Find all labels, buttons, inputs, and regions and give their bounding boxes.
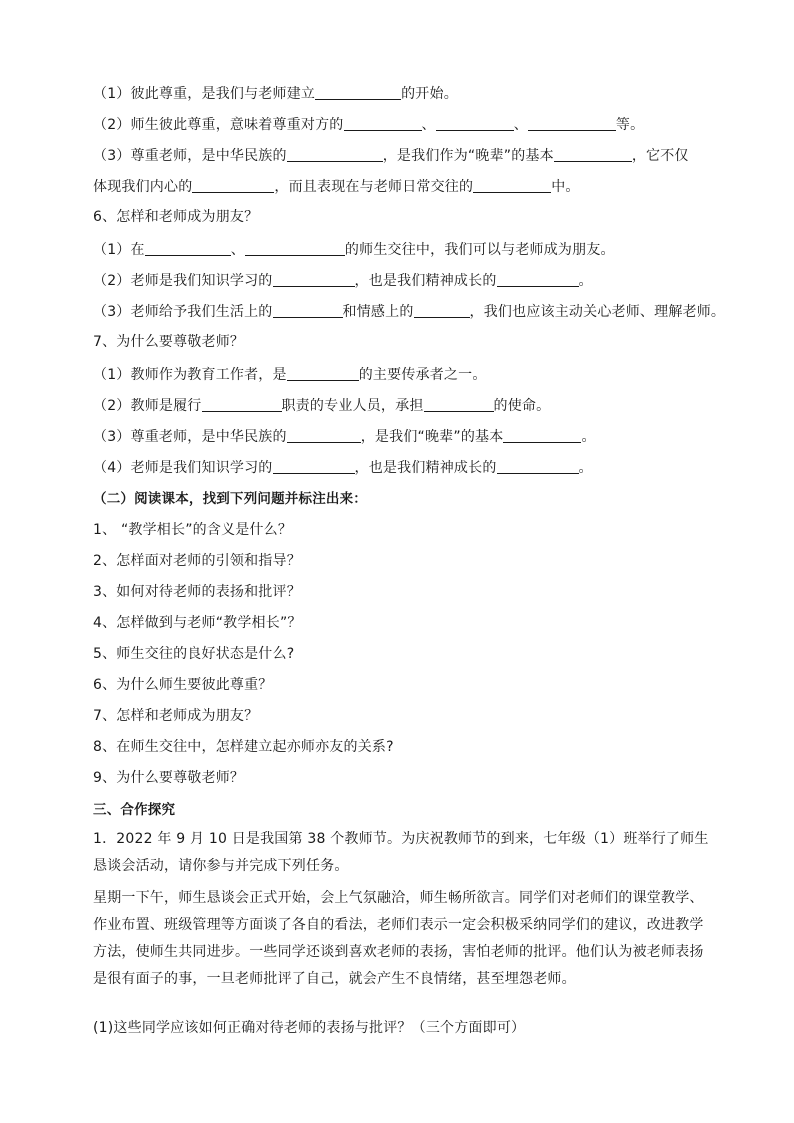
- answer-blank[interactable]: [554, 147, 632, 162]
- line-text: 职责的专业人员，承担: [281, 398, 424, 414]
- answer-blank[interactable]: [473, 178, 551, 193]
- line-text: 等。: [615, 117, 645, 133]
- line-text: ，也是我们精神成长的: [354, 273, 497, 289]
- line-text: ，是我们“晚辈”的基本: [360, 429, 504, 445]
- answer-blank[interactable]: [315, 85, 401, 100]
- line-text: （3）尊重老师，是中华民族的: [93, 429, 287, 445]
- answer-blank[interactable]: [503, 428, 581, 443]
- line-text: 和情感上的: [342, 304, 414, 320]
- fill-in-line: [93, 116, 713, 133]
- fill-in-line: [93, 428, 713, 445]
- answer-blank[interactable]: [497, 272, 579, 287]
- line-text: ，也是我们精神成长的: [354, 460, 497, 476]
- answer-blank[interactable]: [344, 116, 422, 131]
- fill-in-line: [93, 366, 713, 383]
- line-text: （3）尊重老师，是中华民族的: [93, 148, 287, 164]
- answer-blank[interactable]: [436, 116, 514, 131]
- section-3-question-1: (1)这些同学应该如何正确对待老师的表扬与批评？（三个方面即可）: [93, 1020, 526, 1036]
- line-text: 、: [230, 242, 245, 258]
- line-text: ，而且表现在与老师日常交往的: [274, 179, 474, 195]
- fill-in-line: [93, 397, 713, 414]
- answer-blank[interactable]: [528, 116, 616, 131]
- line-text: 。: [578, 460, 593, 476]
- answer-blank[interactable]: [192, 178, 274, 193]
- answer-blank[interactable]: [273, 459, 355, 474]
- line-text: （2）师生彼此尊重，意味着尊重对方的: [93, 117, 344, 133]
- section-3-intro: 1．2022 年 9 月 10 日是我国第 38 个教师节。为庆祝教师节的到来，七年级（1）班举行了师生恳谈会活动，请你参与并完成下列任务。: [93, 831, 709, 874]
- answer-blank[interactable]: [145, 241, 231, 256]
- answer-blank[interactable]: [414, 303, 470, 318]
- fill-in-line: [93, 303, 726, 320]
- line-text: 的开始。: [401, 86, 458, 102]
- list-item: 9、为什么要尊敬老师？: [93, 770, 245, 786]
- fill-in-line: [93, 178, 713, 195]
- line-text: （2）教师是履行: [93, 398, 202, 414]
- fill-in-line: [93, 85, 713, 102]
- list-item: 5、师生交往的良好状态是什么?: [93, 646, 295, 662]
- list-item: 6、为什么师生要彼此尊重？: [93, 677, 273, 693]
- list-item: 8、在师生交往中，怎样建立起亦师亦友的关系?: [93, 739, 394, 755]
- line-text: 的使命。: [493, 398, 551, 414]
- section-3-title: 三、合作探究: [93, 802, 176, 818]
- answer-blank[interactable]: [202, 397, 282, 412]
- list-item: 2、怎样面对老师的引领和指导？: [93, 553, 301, 569]
- fill-in-line: [93, 241, 713, 258]
- answer-blank[interactable]: [273, 272, 355, 287]
- line-text: （1）彼此尊重，是我们与老师建立: [93, 86, 316, 102]
- fill-in-line: [93, 272, 713, 289]
- list-item: 3、如何对待老师的表扬和批评？: [93, 584, 301, 600]
- line-text: 。: [578, 273, 593, 289]
- answer-blank[interactable]: [287, 147, 383, 162]
- answer-blank[interactable]: [245, 241, 345, 256]
- line-text: 、: [421, 117, 436, 133]
- answer-blank[interactable]: [424, 397, 494, 412]
- line-text: 中。: [551, 179, 580, 195]
- line-text: ，是我们作为“晚辈”的基本: [382, 148, 554, 164]
- answer-blank[interactable]: [287, 366, 359, 381]
- question-7-title: 7、为什么要尊敬老师？: [93, 334, 245, 350]
- section-2-title: （二）阅读课本，找到下列问题并标注出来：: [93, 491, 367, 507]
- fill-in-line: [93, 459, 713, 476]
- line-text: 、: [513, 117, 528, 133]
- line-text: （1）在: [93, 242, 145, 258]
- line-text: ，我们也应该主动关心老师、理解老师。: [469, 304, 726, 320]
- answer-blank[interactable]: [273, 303, 343, 318]
- answer-blank[interactable]: [497, 459, 579, 474]
- line-text: ，它不仅: [631, 148, 689, 164]
- line-text: 体现我们内心的: [93, 179, 193, 195]
- section-3-story: 星期一下午，师生恳谈会正式开始，会上气氛融洽，师生畅所欲言。同学们对老师们的课堂教学、作业布置、班级管理等方面谈了各自的看法，老师们表示一定会积极采纳同学们的建议，改进教学方法，使师生共同进步。一些同学还谈到喜欢老师的表扬，害怕老师的批评。他们认为被老师表扬是很有面子的事，一旦老师批评了自己，就会产生不良情绪，甚至埋怨老师。: [93, 890, 704, 987]
- line-text: 。: [581, 429, 596, 445]
- question-6-title: 6、怎样和老师成为朋友？: [93, 209, 259, 225]
- fill-in-line: [93, 147, 713, 164]
- list-item: 4、怎样做到与老师“教学相长”？: [93, 615, 302, 631]
- line-text: 的师生交往中，我们可以与老师成为朋友。: [344, 242, 615, 258]
- line-text: （3）老师给予我们生活上的: [93, 304, 273, 320]
- list-item: 1、 “教学相长”的含义是什么？: [93, 522, 293, 538]
- answer-blank[interactable]: [287, 428, 361, 443]
- line-text: （1）教师作为教育工作者，是: [93, 367, 287, 383]
- line-text: （2）老师是我们知识学习的: [93, 273, 273, 289]
- line-text: （4）老师是我们知识学习的: [93, 460, 273, 476]
- line-text: 的主要传承者之一。: [358, 367, 487, 383]
- list-item: 7、怎样和老师成为朋友？: [93, 708, 259, 724]
